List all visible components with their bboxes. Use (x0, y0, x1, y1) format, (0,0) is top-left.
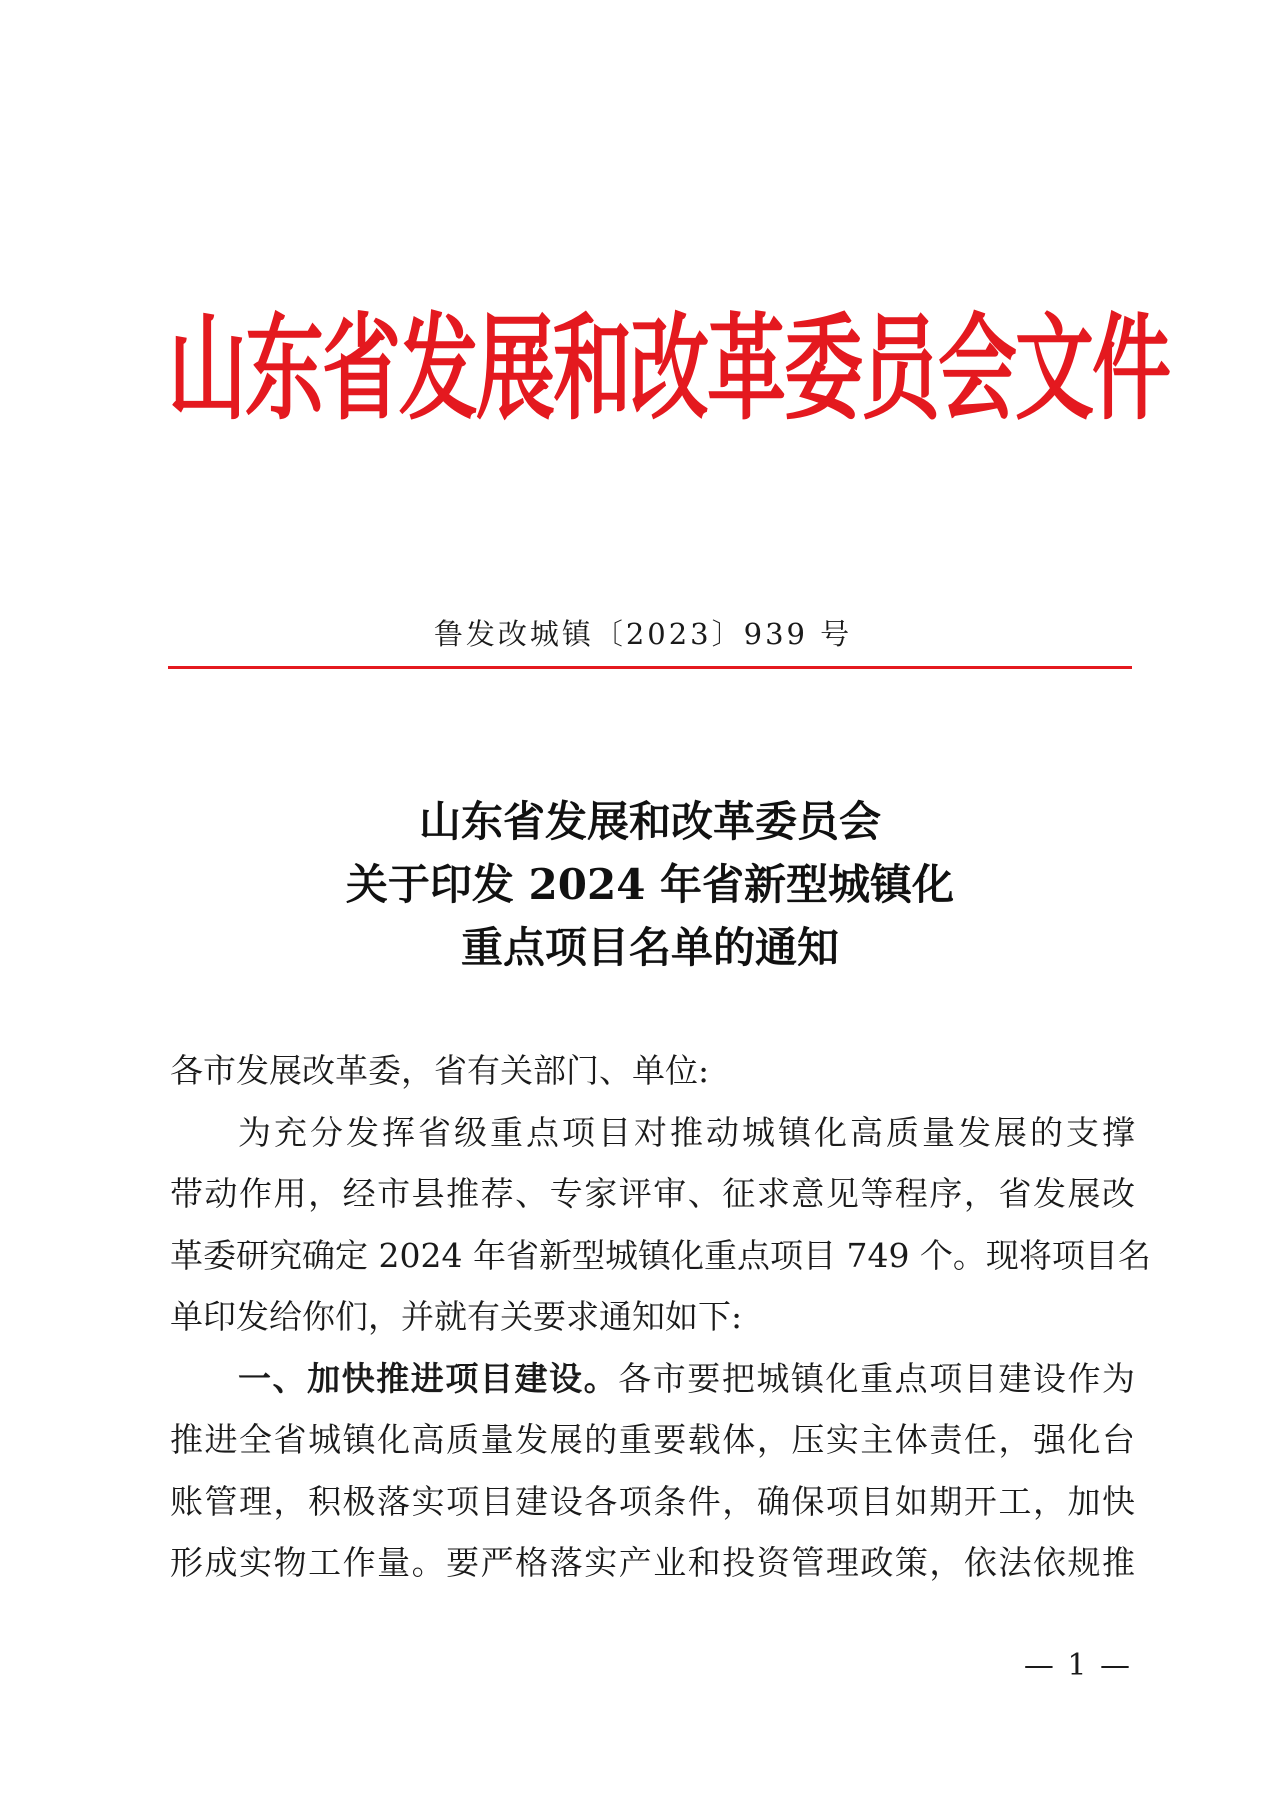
red-divider (168, 666, 1132, 669)
document-body (170, 1040, 1151, 1594)
notice-title (168, 790, 1132, 979)
paragraph-1-line: 为充分发挥省级重点项目对推动城镇化高质量发展的支撑 (238, 1112, 1135, 1152)
page-number: — 1 — (1023, 1648, 1132, 1683)
paragraph-2-line: 形成实物工作量。要严格落实产业和投资管理政策，依法依规推 (170, 1543, 1135, 1582)
salutation: 各市发展改革委，省有关部门、单位: (170, 1051, 710, 1090)
masthead-title: 山东省发展和改革委员会文件 (168, 302, 1169, 436)
paragraph-2-line: 推进全省城镇化高质量发展的重要载体，压实主体责任，强化台 (170, 1420, 1135, 1459)
paragraph-1-line: 带动作用，经市县推荐、专家评审、征求意见等程序，省发展改 (170, 1174, 1135, 1213)
paragraph-2-first-line (170, 1348, 1135, 1410)
section-heading: 一、加快推进项目建设。 (238, 1358, 619, 1398)
paragraph-1-line: 单印发给你们，并就有关要求通知如下: (170, 1297, 743, 1336)
title-line-1: 山东省发展和改革委员会 (418, 797, 881, 846)
title-line-3: 重点项目名单的通知 (460, 923, 839, 972)
title-line-2: 关于印发 2024 年省新型城镇化 (345, 860, 955, 909)
paragraph-2-text: 各市要把城镇化重点项目建设作为 (618, 1358, 1136, 1398)
paragraph-1-line: 革委研究确定 2024 年省新型城镇化重点项目 749 个。现将项目名 (170, 1235, 1151, 1275)
paragraph-2-line: 账管理，积极落实项目建设各项条件，确保项目如期开工，加快 (170, 1481, 1135, 1521)
document-number: 鲁发改城镇〔2023〕939 号 (433, 617, 853, 651)
